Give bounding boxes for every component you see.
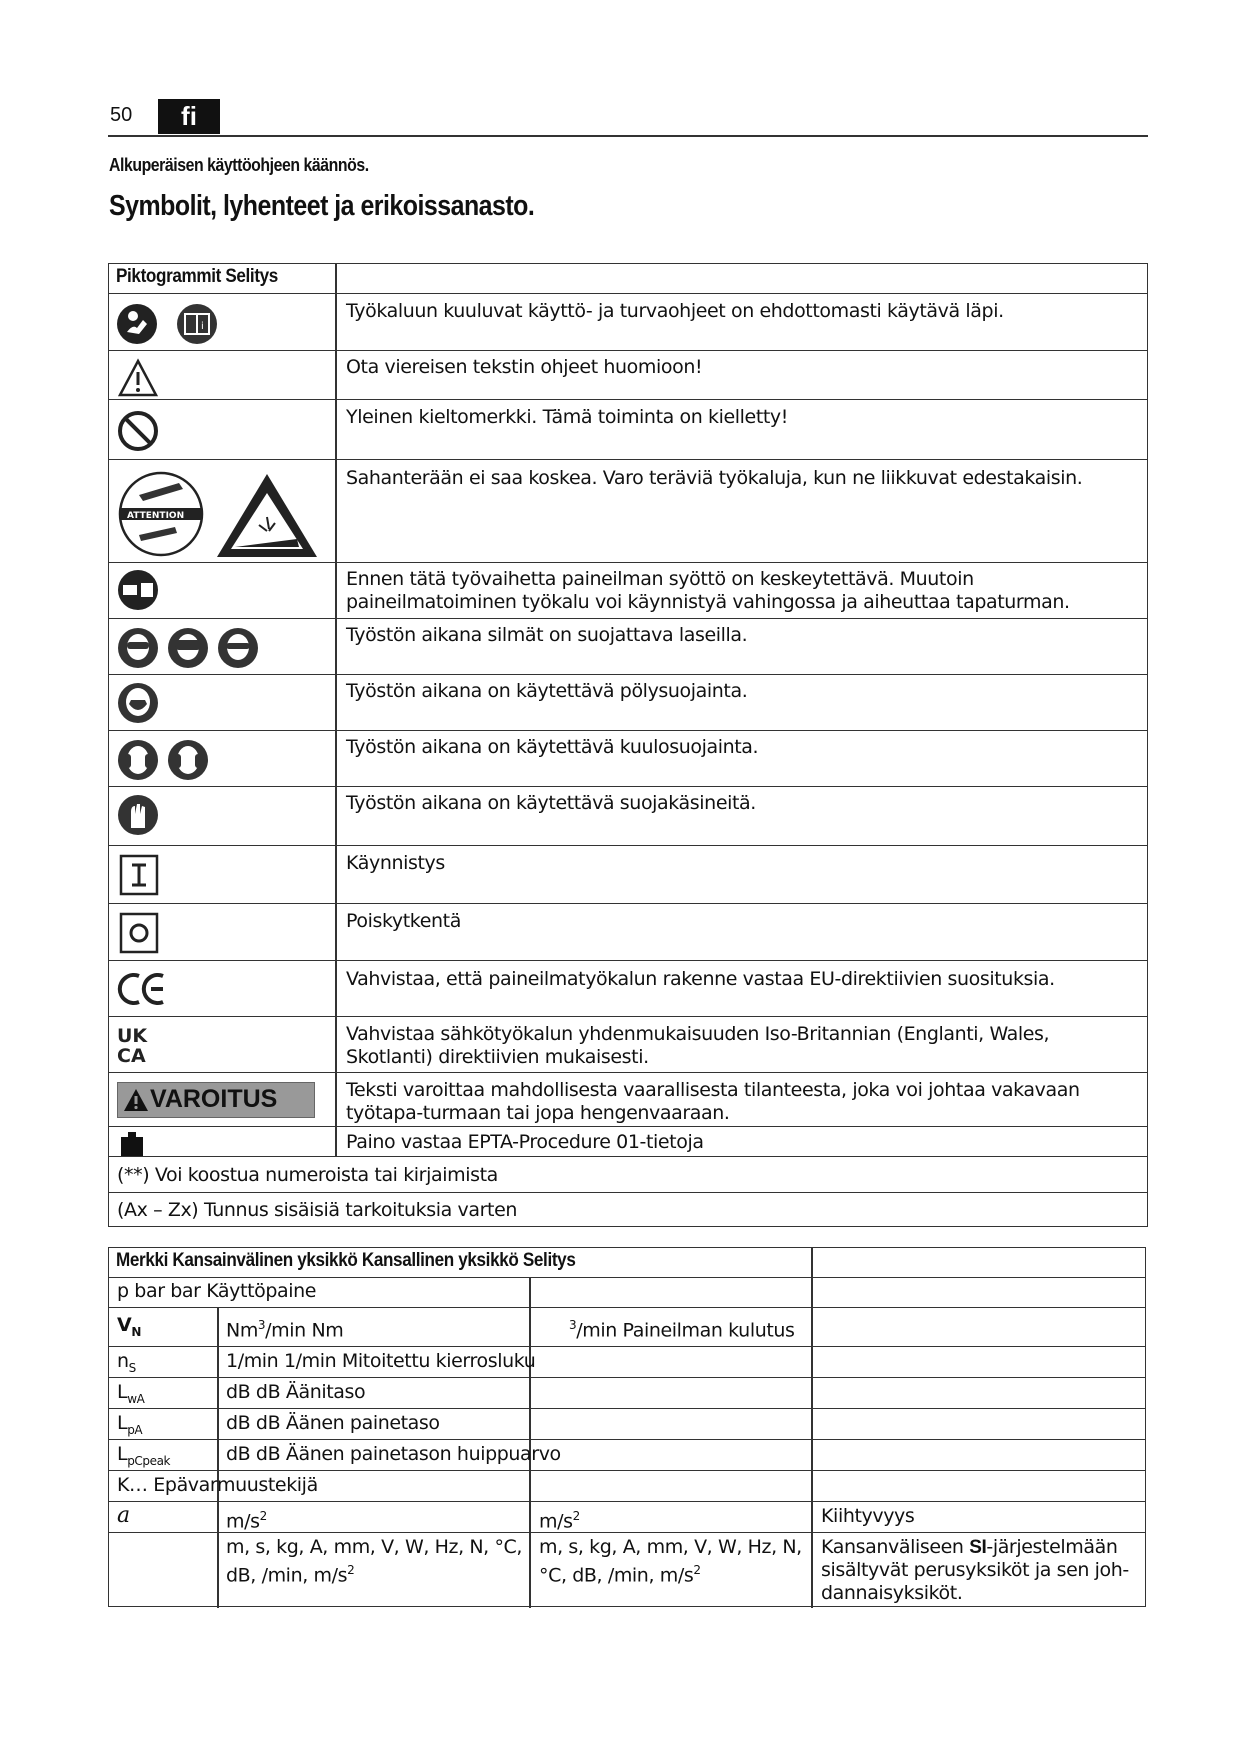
pictogram-text-14: Paino vastaa EPTA-Procedure 01-tietoja bbox=[346, 1131, 704, 1153]
units-row-ns-text: 1/min 1/min Mitoitettu kierrosluku bbox=[226, 1350, 536, 1372]
pictogram-text-0: Työkaluun kuuluvat käyttö- ja turvaohjeet on ehdottomasti käytävä läpi. bbox=[346, 300, 1004, 322]
units-row-si-col3: m, s, kg, A, mm, V, W, Hz, N, °C, dB, /min, $m/s^2$ bbox=[539, 1536, 802, 1587]
units-row-a-symbol: a bbox=[117, 1503, 130, 1528]
document-subtitle: Alkuperäisen käyttöohjeen käännös. bbox=[109, 155, 369, 175]
units-row-p: p bar bar Käyttöpaine bbox=[117, 1280, 317, 1302]
units-row-lpa-text: dB dB Äänen painetaso bbox=[226, 1412, 440, 1434]
units-row-vn-symbol: $V_N$ bbox=[117, 1314, 141, 1339]
weight-icon bbox=[119, 1132, 145, 1160]
units-row-lpa-symbol: $L_{pA}$ bbox=[117, 1412, 143, 1437]
pictogram-text-6: Työstön aikana on käytettävä pölysuojainta. bbox=[346, 680, 748, 702]
pictogram-text-3: Sahanterään ei saa koskea. Varo teräviä työkaluja, kun ne liikkuvat edestakaisin. bbox=[346, 467, 1083, 489]
units-row-lpc-symbol: $L_{pCpeak}$ bbox=[117, 1443, 171, 1468]
units-row-a-col4: Kiihtyvyys bbox=[821, 1505, 915, 1527]
blade-attention-icon bbox=[117, 469, 329, 563]
eye-protection-icon bbox=[117, 626, 263, 674]
warning-label-text: VAROITUS bbox=[150, 1085, 278, 1113]
units-row-lwa-text: dB dB Äänitaso bbox=[226, 1381, 366, 1403]
pictogram-table bbox=[108, 263, 1148, 1227]
pictogram-text-8: Työstön aikana on käytettävä suojakäsineitä. bbox=[346, 792, 756, 814]
power-off-icon bbox=[119, 912, 159, 958]
units-row-a-col3: $m/s^2$ bbox=[539, 1509, 580, 1533]
pictogram-text-9: Käynnistys bbox=[346, 852, 445, 874]
footnote-numbers: (**) Voi koostua numeroista tai kirjaimista bbox=[117, 1164, 498, 1186]
svg-text:UK: UK bbox=[117, 1025, 148, 1047]
dust-mask-icon bbox=[117, 682, 159, 728]
units-row-k: K… Epävarmuustekijä bbox=[117, 1474, 318, 1496]
pictogram-text-2: Yleinen kieltomerkki. Tämä toiminta on kielletty! bbox=[346, 406, 788, 428]
pictogram-text-11: Vahvistaa, että paineilmatyökalun rakenne vastaa EU-direktiivien suosituksia. bbox=[346, 968, 1055, 990]
gloves-icon bbox=[117, 794, 159, 840]
svg-text:CA: CA bbox=[117, 1045, 146, 1065]
units-row-ns-symbol: $n_S$ bbox=[117, 1350, 136, 1375]
warning-label-icon bbox=[117, 1082, 315, 1118]
units-row-vn-col2: Nm$^3$/min Nm bbox=[226, 1318, 344, 1342]
units-row-lwa-symbol: $L_{wA}$ bbox=[117, 1381, 145, 1406]
read-manual-icon bbox=[115, 302, 225, 350]
pictogram-text-10: Poiskytkentä bbox=[346, 910, 461, 932]
language-badge: fi bbox=[158, 99, 220, 134]
pictogram-table-header: Piktogrammit Selitys bbox=[116, 266, 278, 287]
pictogram-text-4: Ennen tätä työvaihetta paineilman syöttö on keskeytettävä. Muutoin paineilmatoiminen työkalu voi käynnistyä vahingossa ja aiheuttaa tapaturman. bbox=[346, 568, 1070, 613]
pictogram-text-1: Ota viereisen tekstin ohjeet huomioon! bbox=[346, 356, 703, 378]
pictogram-text-12: Vahvistaa sähkötyökalun yhdenmukaisuuden Iso-Britannian (Englanti, Wales, Skotlanti) direktiivien mukaisesti. bbox=[346, 1023, 1050, 1068]
pictogram-text-7: Työstön aikana on käytettävä kuulosuojainta. bbox=[346, 736, 759, 758]
header-rule bbox=[108, 135, 1148, 137]
warning-triangle-icon bbox=[117, 358, 159, 402]
ce-mark-icon bbox=[117, 970, 169, 1012]
units-row-a-col2: $m/s^2$ bbox=[226, 1509, 267, 1533]
units-row-si-col4: Kansanväliseen SI-järjestelmään sisältyvät perusyksiköt ja sen joh-dannaisyksiköt. bbox=[821, 1536, 1129, 1604]
svg-text:i: i bbox=[201, 321, 204, 332]
units-row-vn-col3: $^3$/min Paineilman kulutus bbox=[569, 1318, 795, 1342]
page-number: 50 bbox=[110, 104, 133, 126]
power-on-icon bbox=[119, 854, 159, 900]
pictogram-text-5: Työstön aikana silmät on suojattava laseilla. bbox=[346, 624, 748, 646]
hearing-protection-icon bbox=[117, 738, 213, 786]
prohibition-icon bbox=[117, 410, 159, 456]
pictogram-text-13: Teksti varoittaa mahdollisesta vaarallisesta tilanteesta, joka voi johtaa vakavaan työtapa-turmaan tai jopa hengenvaaraan. bbox=[346, 1079, 1080, 1124]
disconnect-air-icon bbox=[117, 569, 159, 615]
units-table-header: Merkki Kansainvälinen yksikkö Kansallinen yksikkö Selitys bbox=[116, 1250, 576, 1271]
units-table bbox=[108, 1247, 1146, 1607]
svg-text:ATTENTION: ATTENTION bbox=[127, 511, 185, 521]
units-row-si-col2: m, s, kg, A, mm, V, W, Hz, N, °C, dB, /min, $m/s^2$ bbox=[226, 1536, 523, 1587]
ukca-mark-icon bbox=[117, 1025, 155, 1069]
page-title: Symbolit, lyhenteet ja erikoissanasto. bbox=[109, 190, 535, 222]
units-row-lpc-text: dB dB Äänen painetason huippuarvo bbox=[226, 1443, 561, 1465]
footnote-internal-id: (Ax – Zx) Tunnus sisäisiä tarkoituksia varten bbox=[117, 1199, 518, 1221]
